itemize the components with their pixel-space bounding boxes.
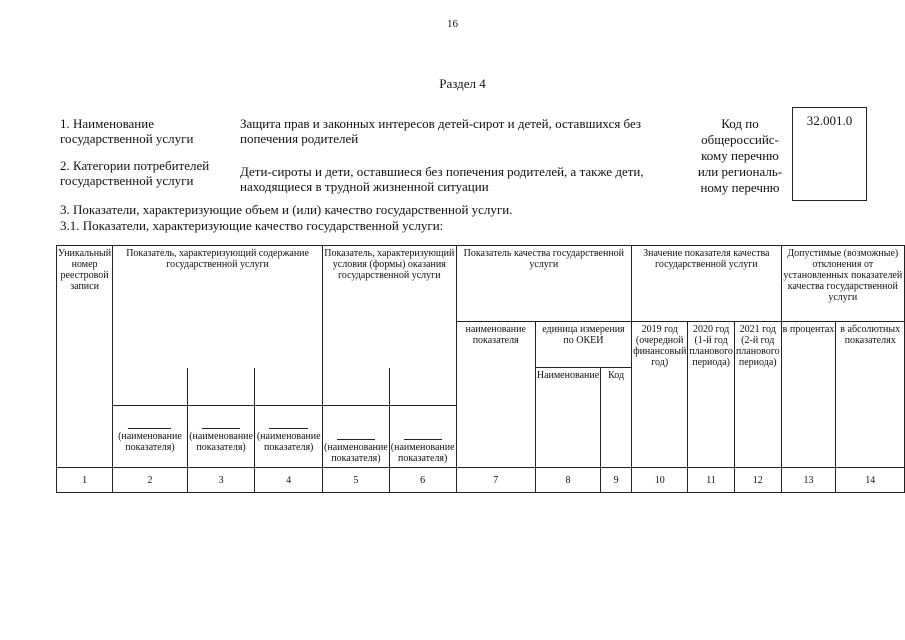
- column-number: 7: [456, 468, 535, 493]
- header-indicator-name: наименование показателя: [456, 322, 535, 468]
- column-number: 14: [836, 468, 905, 493]
- service-name-label: 1. Наименование государственной услуги: [60, 116, 194, 146]
- column-number: 5: [323, 468, 390, 493]
- consumers-value: Дети-сироты и дети, оставшиеся без попечения родителей, а также дети, находящиеся в трудной жизненной ситуации: [240, 164, 644, 194]
- content-gap-4: [255, 368, 323, 406]
- header-unit-name: Наименование: [535, 368, 600, 468]
- column-number: 3: [187, 468, 255, 493]
- header-year-2019: 2019 год (очередной финансовый год): [632, 322, 688, 468]
- column-number: 12: [734, 468, 781, 493]
- header-unique-record: Уникальный номер реестровой записи: [57, 246, 113, 406]
- header-conditions-indicator: Показатель, характеризующий условия (формы) оказания государственной услуги: [323, 246, 457, 368]
- code-value: 32.001.0: [806, 113, 853, 128]
- subheader-col-2-text: (наименование показателя): [118, 431, 182, 453]
- column-number: 6: [389, 468, 456, 493]
- header-content-indicator: Показатель, характеризующий содержание государственной услуги: [113, 246, 323, 368]
- column-number: 11: [688, 468, 735, 493]
- column-number: 10: [632, 468, 688, 493]
- indicators-line-1: 3. Показатели, характеризующие объем и (или) качество государственной услуги.: [60, 202, 513, 217]
- subheader-col-3-text: (наименование показателя): [189, 431, 253, 453]
- header-year-2020: 2020 год (1-й год планового периода): [688, 322, 735, 468]
- subheader-col-3: [187, 406, 255, 468]
- subheader-col-5-text: (наименование показателя): [324, 442, 388, 464]
- section-title: Раздел 4: [439, 76, 486, 91]
- column-number: 2: [113, 468, 188, 493]
- column-number: 4: [255, 468, 323, 493]
- conditions-gap-5: [323, 368, 390, 406]
- column-number: 1: [57, 468, 113, 493]
- header-year-2021: 2021 год (2-й год планового периода): [734, 322, 781, 468]
- column-number: 9: [601, 468, 632, 493]
- code-label: Код по общероссийс-кому перечню или региональ-ному перечню: [697, 116, 783, 195]
- unique-record-gap: [57, 406, 113, 468]
- subheader-col-6-text: (наименование показателя): [390, 442, 455, 464]
- content-gap-3: [187, 368, 255, 406]
- subheader-col-6: [389, 406, 456, 468]
- header-quality-indicator: Показатель качества государственной услуги: [456, 246, 632, 322]
- column-number: 8: [535, 468, 600, 493]
- quality-indicators-table: [56, 245, 905, 493]
- page-number: 16: [447, 18, 458, 30]
- conditions-gap-6: [389, 368, 456, 406]
- header-okei-unit: единица измерения по ОКЕИ: [535, 322, 631, 368]
- header-deviation: Допустимые (возможные) отклонения от установленных показателей качества государственной услуги: [781, 246, 904, 322]
- indicators-line-2: 3.1. Показатели, характеризующие качество государственной услуги:: [60, 218, 444, 233]
- subheader-col-4: [255, 406, 323, 468]
- column-number: 13: [781, 468, 836, 493]
- header-indicator-value: Значение показателя качества государственной услуги: [632, 246, 781, 322]
- header-in-absolute: в абсолютных показателях: [836, 322, 905, 468]
- service-name-value: Защита прав и законных интересов детей-сирот и детей, оставшихся без попечения родителей: [240, 116, 642, 146]
- content-gap-2: [113, 368, 188, 406]
- header-in-percent: в процентах: [781, 322, 836, 468]
- subheader-col-5: [323, 406, 390, 468]
- consumers-label: 2. Категории потребителей государственной услуги: [60, 158, 210, 188]
- subheader-col-4-text: (наименование показателя): [256, 431, 321, 453]
- code-box: [792, 107, 867, 201]
- subheader-col-2: [113, 406, 188, 468]
- header-unit-code: Код: [601, 368, 632, 468]
